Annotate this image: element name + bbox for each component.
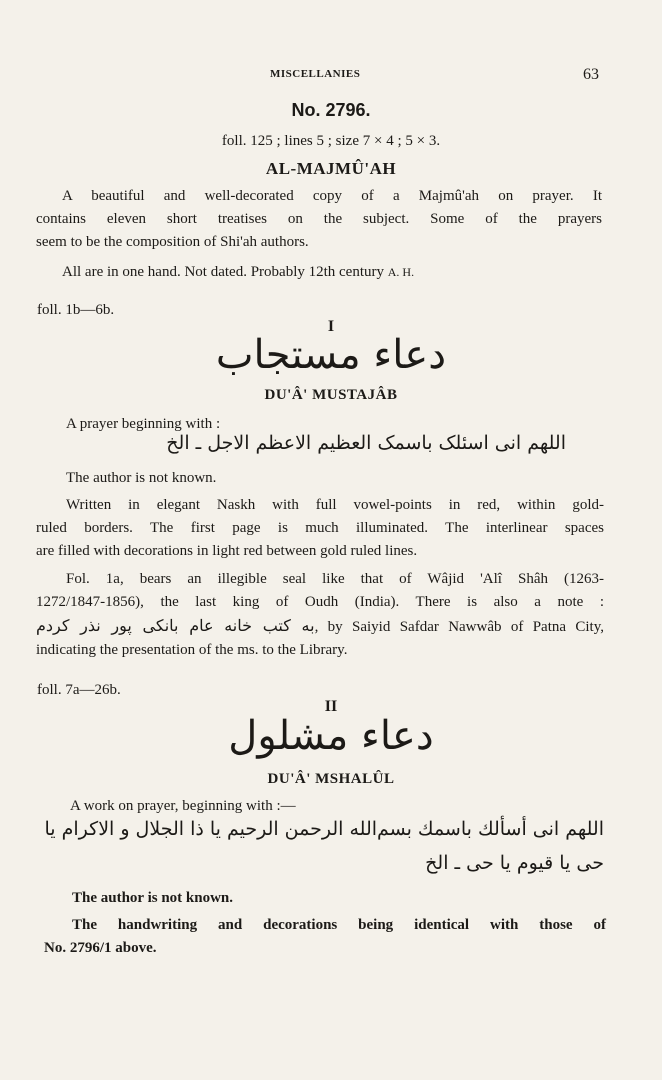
section-2-handwriting-note — [44, 914, 606, 960]
handwriting-line: The handwriting and decorations being identical with those of — [72, 917, 606, 933]
section-1-seal-note — [36, 568, 604, 662]
seal-note-arabic: به کتب خانه عام بانکی پور نذر کردم — [36, 616, 315, 635]
section-1-arabic-title: دعاء مستجاب — [215, 332, 447, 378]
seal-line-with-arabic — [36, 614, 604, 639]
section-2-arabic-title: دعاء مشلول — [228, 713, 434, 759]
script-line: Written in elegant Naskh with full vowel-points in red, within gold- — [66, 497, 604, 513]
seal-note-attribution: , by Saiyid Safdar Nawwâb of Patna City, — [314, 619, 604, 635]
section-1-script-description — [36, 494, 604, 563]
description-line: seem to be the composition of Shi'ah authors. — [36, 234, 309, 250]
section-2-beginning-arabic-2: حی یا قیوم یا حی ـ الخ — [425, 852, 604, 874]
section-1-beginning-label: A prayer beginning with : — [66, 416, 221, 432]
script-line: are filled with decorations in light red between gold ruled lines. — [36, 543, 418, 559]
section-1-folio: foll. 1b—6b. — [37, 302, 115, 318]
hand-note — [62, 264, 414, 281]
section-2-number: II — [324, 698, 338, 715]
section-2-folio: foll. 7a—26b. — [37, 682, 121, 698]
entry-folio-line: foll. 125 ; lines 5 ; size 7 × 4 ; 5 × 3. — [221, 133, 441, 149]
description-line: A beautiful and well-decorated copy of a Majmû'ah on prayer. It — [62, 188, 602, 204]
handwriting-line: No. 2796/1 above. — [44, 940, 157, 956]
seal-line: 1272/1847-1856), the last king of Oudh (India). There is also a note : — [36, 594, 604, 610]
seal-line: indicating the presentation of the ms. to the Library. — [36, 642, 348, 658]
section-2-title: DU'Â' MSHALÛL — [267, 771, 395, 787]
section-2-beginning-label: A work on prayer, beginning with :— — [70, 798, 296, 814]
section-1-author: The author is not known. — [66, 470, 217, 486]
running-title: MISCELLANIES — [270, 68, 361, 80]
entry-number: No. 2796. — [291, 100, 371, 120]
hand-note-era: A. H. — [387, 265, 415, 279]
section-2-beginning-arabic-1: اللهم انی أسألك باسمك بسم‌الله الرحمن الرحیم یا ذا الجلال و الاکرام یا — [44, 818, 604, 840]
seal-line: Fol. 1a, bears an illegible seal like that of Wâjid 'Alî Shâh (1263- — [66, 571, 604, 587]
script-line: ruled borders. The first page is much illuminated. The interlinear spaces — [36, 520, 604, 536]
description-line: contains eleven short treatises on the subject. Some of the prayers — [36, 211, 602, 227]
section-1-number: I — [327, 318, 335, 335]
entry-description — [36, 185, 602, 254]
page-number: 63 — [583, 66, 599, 83]
work-title: AL-MAJMÛ'AH — [265, 159, 397, 178]
section-2-author: The author is not known. — [72, 890, 234, 906]
section-1-beginning-arabic: اللهم انی اسئلک باسمک العظیم الاعظم الاجل ـ الخ — [166, 432, 566, 454]
hand-note-text: All are in one hand. Not dated. Probably 12th century — [62, 264, 385, 280]
section-1-title: DU'Â' MUSTAJÂB — [264, 387, 398, 403]
